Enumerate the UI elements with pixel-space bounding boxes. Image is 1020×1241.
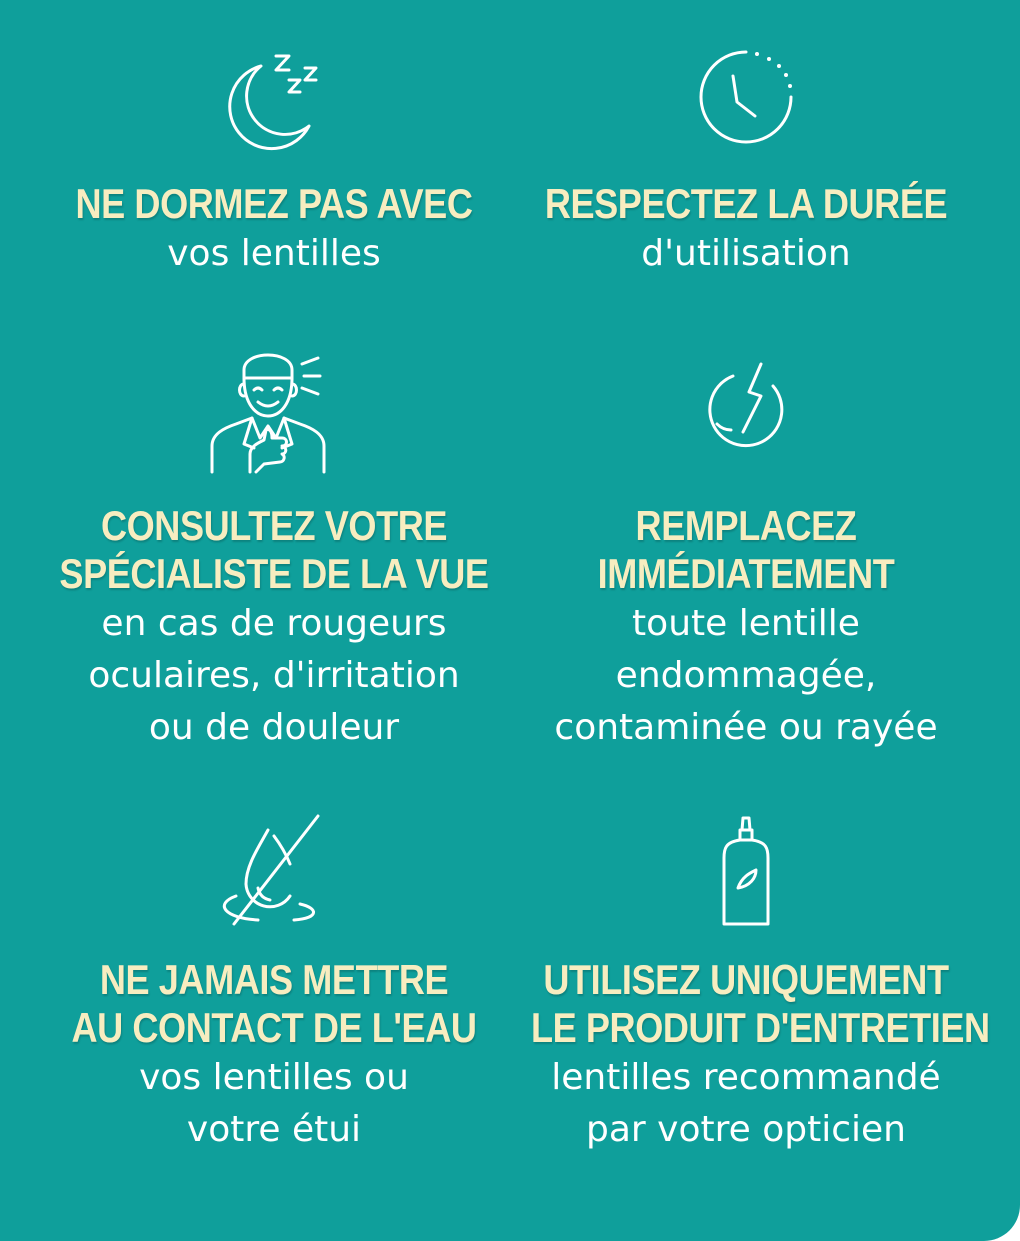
tip-body: contaminée ou rayée	[554, 707, 938, 748]
tip-body: oculaires, d'irritation	[88, 655, 460, 696]
tip-body: votre étui	[186, 1109, 362, 1150]
tip-body: lentilles recommandé	[551, 1057, 941, 1098]
tip-title: NE JAMAIS METTRE	[99, 956, 449, 1003]
tip-body: par votre opticien	[586, 1109, 906, 1150]
tip-body: endommagée,	[615, 655, 877, 696]
tip-title: AU CONTACT DE L'EAU	[71, 1004, 477, 1051]
tip-title: LE PRODUIT D'ENTRETIEN	[531, 1004, 990, 1051]
tip-body: vos lentilles ou	[139, 1057, 409, 1098]
tip-title: UTILISEZ UNIQUEMENT	[543, 956, 949, 1003]
tip-title: SPÉCIALISTE DE LA VUE	[59, 550, 489, 597]
tip-body: ou de douleur	[148, 707, 400, 748]
tip-body: d'utilisation	[641, 233, 851, 274]
clock-icon	[681, 32, 811, 162]
tip-title: CONSULTEZ VOTRE	[100, 502, 448, 549]
tip-title: REMPLACEZ	[635, 502, 857, 549]
tip-body: en cas de rougeurs	[101, 603, 447, 644]
no-water-icon	[214, 812, 334, 932]
tip-body: vos lentilles	[167, 233, 381, 274]
tip-title: IMMÉDIATEMENT	[597, 550, 895, 597]
solution-bottle-icon	[716, 812, 776, 932]
tip-body: toute lentille	[632, 603, 860, 644]
tip-title: NE DORMEZ PAS AVEC	[75, 180, 473, 227]
eye-specialist-icon	[204, 342, 344, 482]
damaged-lens-icon	[691, 354, 801, 464]
tip-title: RESPECTEZ LA DURÉE	[544, 180, 948, 227]
moon-sleep-icon	[209, 40, 339, 170]
